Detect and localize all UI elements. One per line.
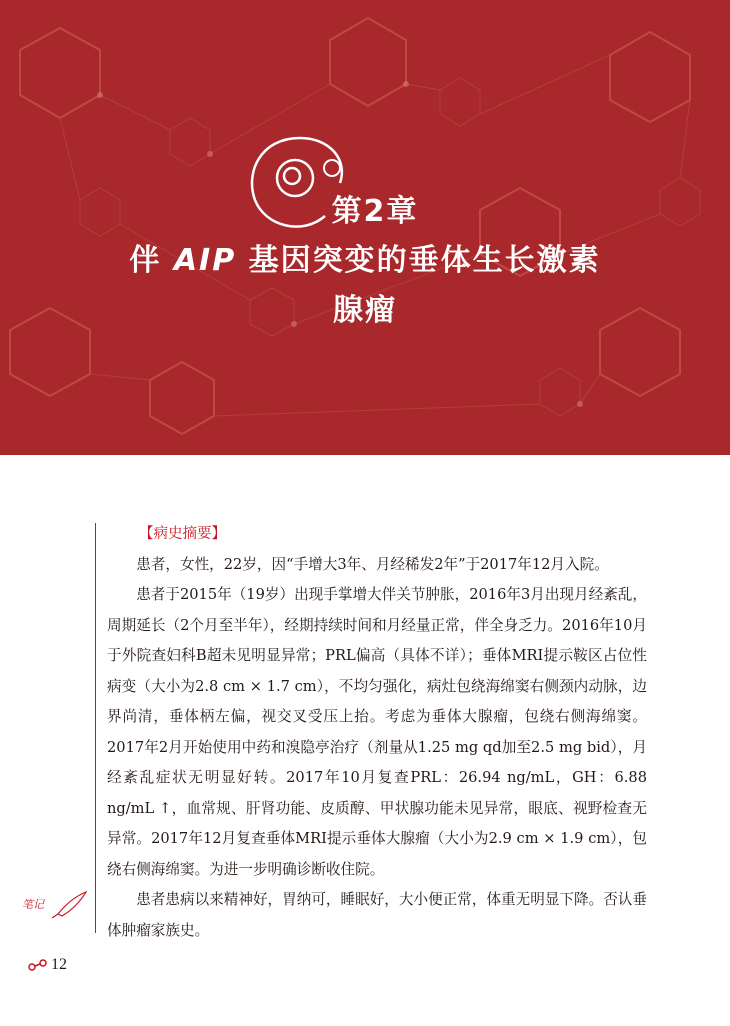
- paragraph: 患者，女性，22岁，因“手增大3年、月经稀发2年”于2017年12月入院。: [136, 555, 609, 573]
- page-number: 12: [51, 956, 67, 973]
- paragraph: 患者于2015年（19岁）出现手掌增大伴关节肿胀，2016年3月出现月经紊乱，周期延长（2个月至半年），经期持续时间和月经量正常，伴全身乏力。2016年10月于外院查妇科B超未见明显异常；PRL偏高（具体不详）；垂体MRI提示鞍区占位性病变（大小为2.8 cm × 1.7 cm），不均匀强化，病灶包绕海绵窦右侧颈内动脉，边界尚清，垂体柄左偏，视交叉受压上抬。考虑为垂体大腺瘤，包绕右侧海绵窦。2017年2月开始使用中药和溴隐亭治疗（剂量从1.25 mg qd加至2.5 mg bid），月经紊乱症状无明显好转。2017年10月复查PRL：26.94 ng/mL，GH：6.88 ng/mL ↑，血常规、肝肾功能、皮质醇、甲状腺功能未见异常，眼底、视野检查无异常。2017年12月复查垂体MRI提示垂体大腺瘤（大小为2.9 cm × 1.9 cm），包绕右侧海绵窦。为进一步明确诊断收住院。: [107, 586, 647, 878]
- chapter-title-prefix: 伴: [129, 243, 162, 278]
- chapter-number: 第2章: [331, 194, 419, 229]
- margin-rule: [95, 523, 96, 933]
- chapter-title-line1: [0, 236, 730, 286]
- section-heading: 【病史摘要】: [139, 526, 226, 542]
- page-footer: [28, 956, 67, 974]
- chapter-title-rest: 基因突变的垂体生长激素: [248, 243, 601, 278]
- paragraph: 患者患病以来精神好，胃纳可，睡眠好，大小便正常，体重无明显下降。否认垂体肿瘤家族史。: [107, 891, 647, 939]
- chapter-banner: [0, 0, 730, 455]
- chapter-title-block: [0, 188, 730, 336]
- chapter-title-line2: 腺瘤: [333, 293, 397, 328]
- case-history-section: [107, 519, 647, 946]
- gene-name: AIP: [173, 243, 237, 278]
- molecule-icon: [28, 958, 48, 972]
- notes-label: 笔记: [22, 898, 44, 911]
